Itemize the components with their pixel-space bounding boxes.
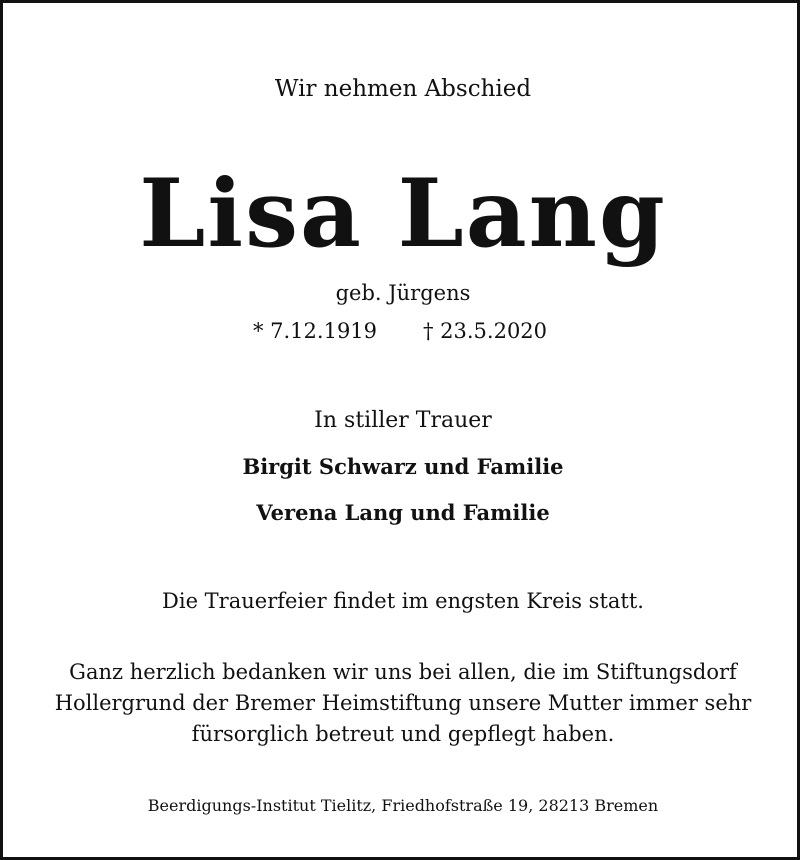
mourner-line: Verena Lang und Familie [256, 500, 550, 525]
deceased-name: Lisa Lang [139, 159, 667, 269]
death-date: † 23.5.2020 [422, 319, 548, 343]
birth-date: * 7.12.1919 [252, 319, 378, 343]
thanks-paragraph [3, 657, 800, 750]
intro-text: Wir nehmen Abschied [274, 76, 532, 102]
mourner-line: Birgit Schwarz und Familie [242, 454, 564, 479]
thanks-line: Ganz herzlich bedanken wir uns bei allen, die im Stiftungsdorf [69, 660, 737, 684]
thanks-line: Hollergrund der Bremer Heimstiftung unsere Mutter immer sehr [54, 691, 752, 715]
funeral-home-address: Beerdigungs-Institut Tielitz, Friedhofstraße 19, 28213 Bremen [147, 796, 659, 815]
thanks-line: fürsorglich betreut und gepflegt haben. [191, 722, 615, 746]
mourning-phrase: In stiller Trauer [314, 408, 492, 433]
service-note: Die Trauerfeier findet im engsten Kreis statt. [162, 589, 644, 613]
birth-name: geb. Jürgens [335, 281, 471, 305]
